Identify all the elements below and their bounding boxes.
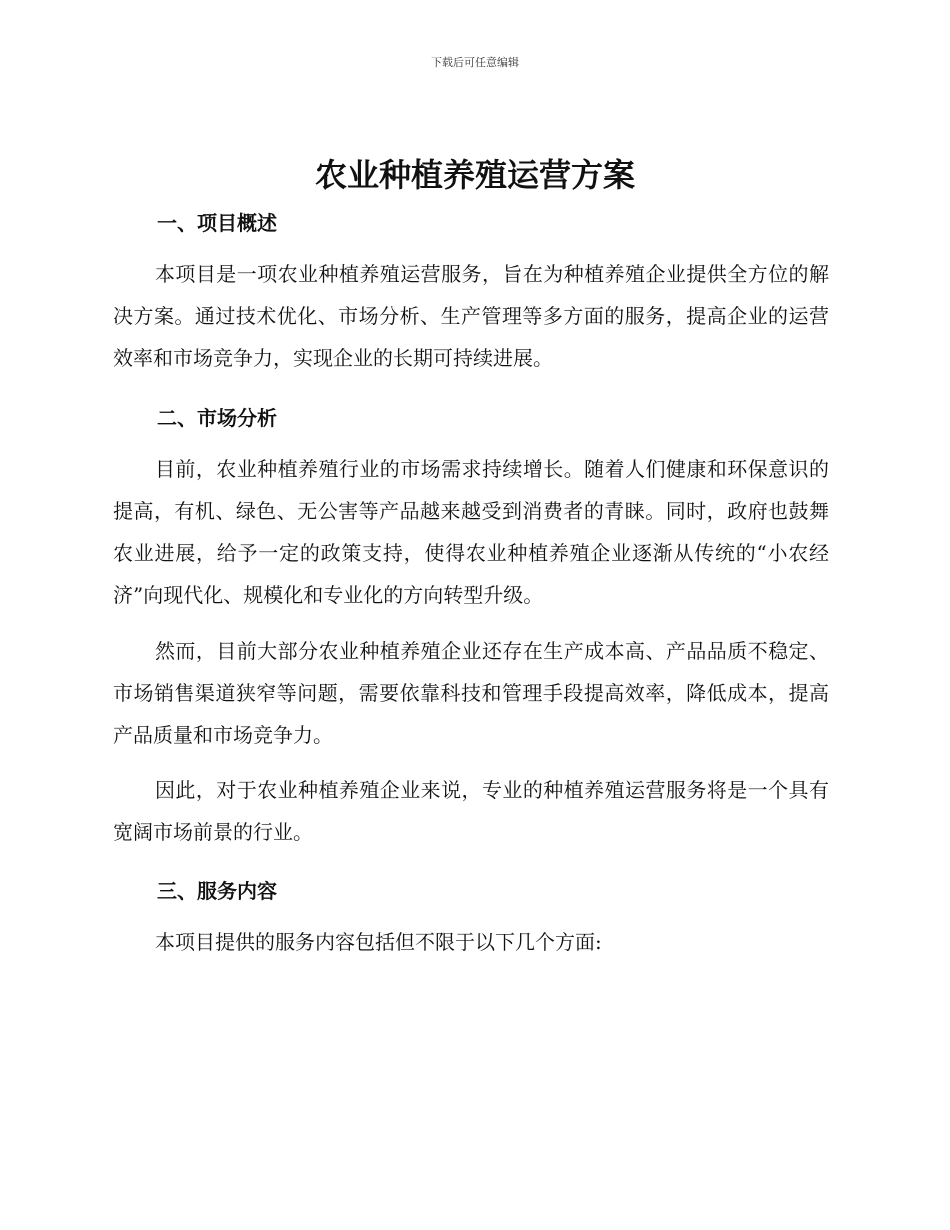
document-title: 农业种植养殖运营方案: [314, 156, 635, 194]
section-heading-market: 二、市场分析: [157, 406, 277, 430]
section-heading-overview: 一、项目概述: [157, 211, 277, 235]
section-heading-services: 三、服务内容: [157, 879, 277, 903]
page-header: 下载后可任意编辑: [431, 56, 519, 69]
paragraph-overview: 本项目是一项农业种植养殖运营服务，旨在为种植养殖企业提供全方位的解决方案。通过技术优化、市场分析、生产管理等多方面的服务，提高企业的运营效率和市场竞争力，实现企业的长期可持续进展。: [113, 262, 829, 370]
paragraph-market-1: 目前，农业种植养殖行业的市场需求持续增长。随着人们健康和环保意识的提高，有机、绿色、无公害等产品越来越受到消费者的青睐。同时，政府也鼓舞农业进展，给予一定的政策支持，使得农业种植养殖企业逐渐从传统的“小农经济”向现代化、规模化和专业化的方向转型升级。: [113, 457, 829, 607]
paragraph-market-3: 因此，对于农业种植养殖企业来说，专业的种植养殖运营服务将是一个具有宽阔市场前景的行业。: [113, 778, 829, 844]
paragraph-market-2: 然而，目前大部分农业种植养殖企业还存在生产成本高、产品品质不稳定、市场销售渠道狭窄等问题，需要依靠科技和管理手段提高效率，降低成本，提高产品质量和市场竞争力。: [113, 639, 829, 747]
paragraph-services: 本项目提供的服务内容包括但不限于以下几个方面:: [155, 930, 602, 954]
